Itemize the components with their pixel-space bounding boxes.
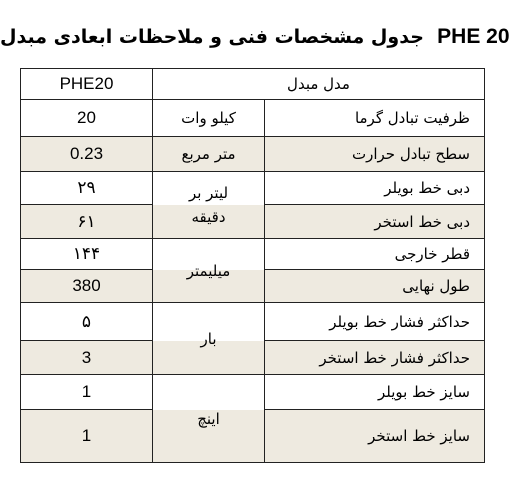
row-value-cell: 1 — [21, 375, 153, 410]
row-value-cell: ۵ — [21, 303, 153, 341]
row-value-cell: 3 — [21, 341, 153, 375]
title-model: PHE 20 — [437, 25, 510, 48]
header-value-cell: PHE20 — [21, 69, 153, 100]
row-value-cell: ۶۱ — [21, 205, 153, 239]
unit-cell-sqm: متر مربع — [153, 137, 265, 172]
unit-cell-inch: اینچ — [153, 375, 265, 463]
row-parameter-cell: سایز خط استخر — [265, 410, 485, 463]
title-text: جدول مشخصات فنی و ملاحظات ابعادی مبدل — [0, 26, 424, 48]
spec-table — [20, 68, 485, 463]
unit-cell-kw: کیلو وات — [153, 100, 265, 137]
row-value-cell: ۲۹ — [21, 172, 153, 205]
row-value-cell: 380 — [21, 270, 153, 303]
row-parameter-cell: طول نهایی — [265, 270, 485, 303]
unit-cell-lpm — [153, 172, 265, 239]
unit-lpm-line1: لیتر بر — [188, 184, 229, 202]
unit-cell-bar: بار — [153, 303, 265, 375]
row-parameter-cell: ظرفیت تبادل گرما — [265, 100, 485, 137]
row-parameter-cell: دبی خط استخر — [265, 205, 485, 239]
unit-cell-mm: میلیمتر — [153, 239, 265, 303]
row-parameter-cell: حداکثر فشار خط بویلر — [265, 303, 485, 341]
row-parameter-cell: حداکثر فشار خط استخر — [265, 341, 485, 375]
row-parameter-cell: سایز خط بویلر — [265, 375, 485, 410]
row-parameter-cell: قطر خارجی — [265, 239, 485, 270]
row-value-cell: 0.23 — [21, 137, 153, 172]
unit-lpm-line2: دقیقه — [191, 208, 226, 226]
row-parameter-cell: دبی خط بویلر — [265, 172, 485, 205]
row-value-cell: 1 — [21, 410, 153, 463]
row-value-cell: 20 — [21, 100, 153, 137]
page-title — [0, 22, 510, 52]
header-label-cell: مدل مبدل — [153, 69, 485, 100]
row-value-cell: ۱۴۴ — [21, 239, 153, 270]
row-parameter-cell: سطح تبادل حرارت — [265, 137, 485, 172]
